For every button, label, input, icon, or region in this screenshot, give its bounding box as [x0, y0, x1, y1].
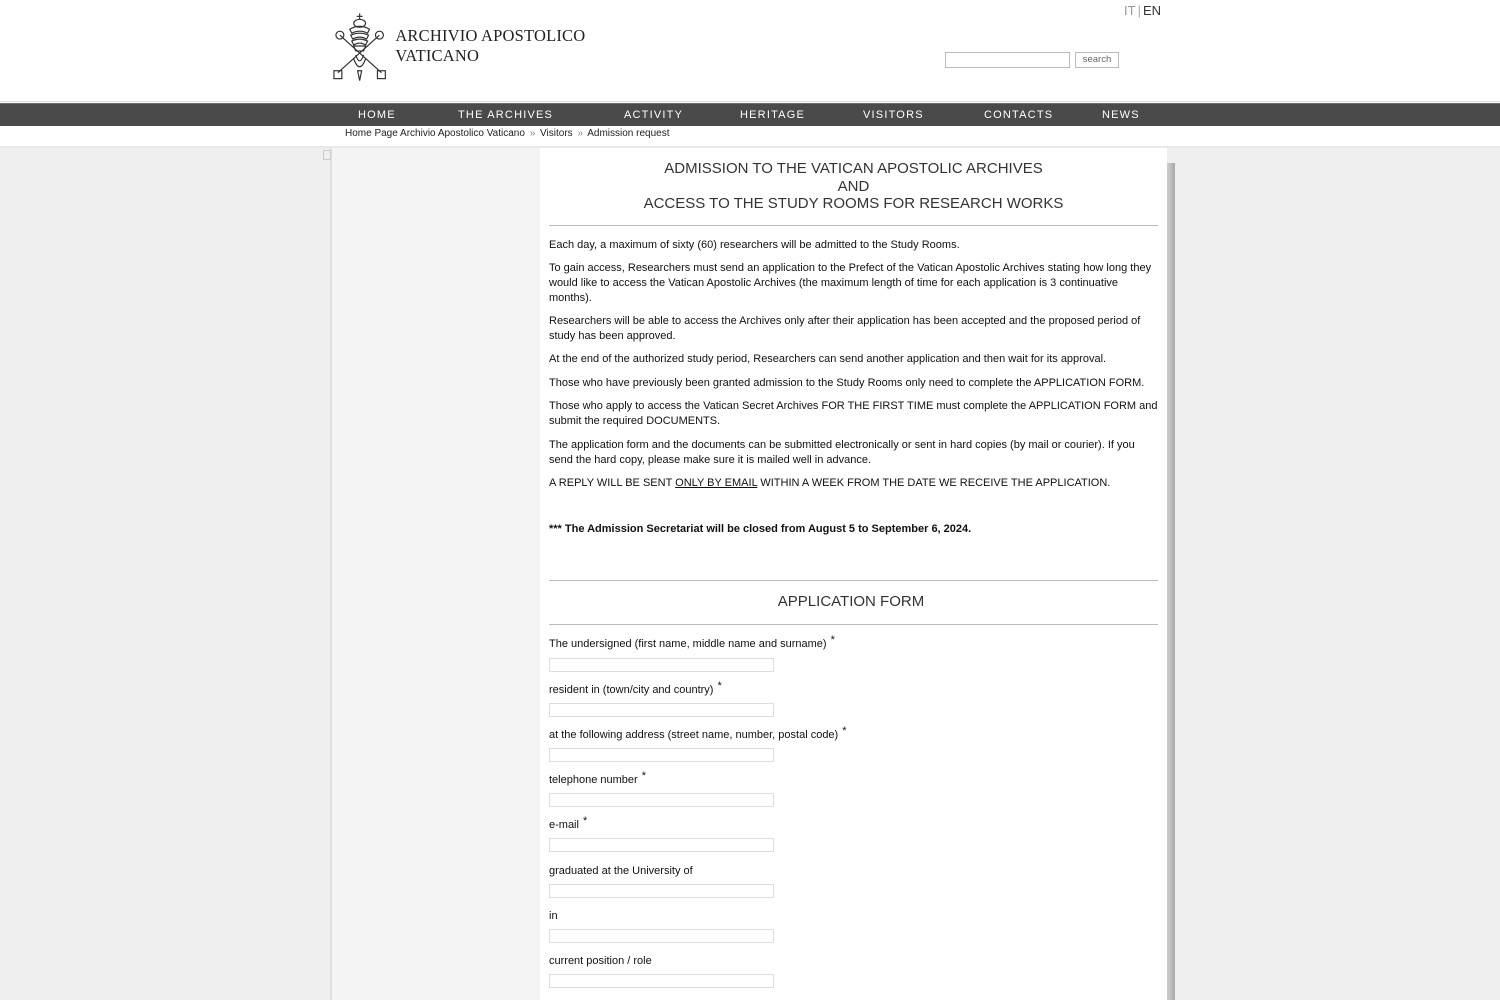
main-content: [540, 148, 1167, 1000]
language-switcher: [1124, 3, 1161, 18]
field-label-text: at the following address (street name, number, postal code): [549, 729, 839, 741]
lang-separator: |: [1137, 3, 1141, 18]
required-mark: *: [717, 680, 722, 692]
field-label-degree-subject: [549, 910, 558, 922]
nav-item-the-archives[interactable]: THE ARCHIVES: [458, 109, 554, 121]
field-label-text: telephone number: [549, 774, 638, 786]
required-mark: *: [641, 770, 646, 782]
page-title-line: ADMISSION TO THE VATICAN APOSTOLIC ARCHIVES: [664, 160, 1043, 177]
field-label-full-name: [549, 634, 835, 650]
breadcrumb-separator: »: [529, 128, 536, 139]
page-title-line: ACCESS TO THE STUDY ROOMS FOR RESEARCH WORKS: [643, 195, 1064, 212]
page-title-line: AND: [837, 177, 870, 195]
breadcrumb-current: Admission request: [587, 128, 670, 139]
intro-paragraph: Each day, a maximum of sixty (60) researchers will be admitted to the Study Rooms.: [549, 239, 960, 251]
papal-keys-emblem-icon: [330, 11, 389, 83]
closure-notice: *** The Admission Secretariat will be closed from August 5 to September 6, 2024.: [549, 523, 972, 535]
telephone-input[interactable]: [549, 793, 774, 807]
breadcrumb-separator: »: [577, 128, 583, 139]
nav-item-contacts[interactable]: CONTACTS: [984, 109, 1054, 121]
site-header: [0, 0, 1500, 102]
intro-paragraph: To gain access, Researchers must send an application to the Prefect of the Vatican Apostolic Archives stating how long they would like to access the Vatican Apostolic Archives (the maximum length of time for each application is 3 continuative months).: [549, 262, 1152, 304]
required-mark: *: [830, 634, 835, 646]
residence-input[interactable]: [549, 703, 774, 717]
field-label-address: [549, 725, 847, 741]
divider: [549, 225, 1158, 226]
nav-item-activity[interactable]: ACTIVITY: [624, 109, 684, 121]
current-position-input[interactable]: [549, 974, 774, 988]
address-input[interactable]: [549, 748, 774, 762]
sidebar-marker: [323, 150, 331, 160]
university-input[interactable]: [549, 884, 774, 898]
reply-paragraph: [549, 476, 1161, 491]
nav-item-heritage[interactable]: HERITAGE: [740, 109, 806, 121]
intro-paragraph: Those who have previously been granted admission to the Study Rooms only need to complete the APPLICATION FORM.: [549, 377, 1145, 389]
degree-subject-input[interactable]: [549, 929, 774, 943]
divider: [549, 580, 1158, 581]
content-shadow: [1167, 163, 1175, 1000]
field-label-telephone: [549, 770, 646, 786]
field-label-residence: [549, 680, 722, 696]
intro-paragraph: At the end of the authorized study period, Researchers can send another application and then wait for its approval.: [549, 353, 1107, 365]
page-title: [540, 160, 1167, 213]
reply-text: A REPLY WILL BE SENT: [549, 477, 676, 489]
field-label-email: [549, 815, 588, 831]
reply-emphasis: ONLY BY EMAIL: [675, 477, 758, 489]
intro-paragraph: Researchers will be able to access the Archives only after their application has been accepted and the proposed period of study has been approved.: [549, 315, 1141, 342]
left-sidebar: [330, 148, 540, 1000]
full-name-input[interactable]: [549, 658, 774, 672]
search-button[interactable]: search: [1075, 52, 1119, 68]
reply-text: WITHIN A WEEK FROM THE DATE WE RECEIVE THE APPLICATION.: [757, 477, 1111, 489]
lang-it-link[interactable]: IT: [1124, 3, 1136, 18]
email-input[interactable]: [549, 838, 774, 852]
lang-en-link[interactable]: EN: [1142, 3, 1162, 18]
field-label-text: The undersigned (first name, middle name and surname): [549, 638, 827, 650]
intro-paragraph: Those who apply to access the Vatican Secret Archives FOR THE FIRST TIME must complete the APPLICATION FORM and submit the required DOCUMENTS.: [549, 400, 1158, 427]
required-mark: *: [582, 815, 588, 827]
field-label-text: in: [549, 910, 558, 922]
breadcrumb-home-link[interactable]: Home Page Archivio Apostolico Vaticano: [345, 128, 525, 139]
divider: [549, 624, 1158, 625]
field-label-text: graduated at the University of: [549, 865, 693, 877]
nav-item-home[interactable]: HOME: [358, 109, 396, 121]
nav-item-visitors[interactable]: VISITORS: [863, 109, 924, 121]
main-nav: [0, 103, 1500, 126]
field-label-text: current position / role: [549, 955, 652, 967]
field-label-text: e-mail: [549, 819, 579, 831]
site-logo[interactable]: [330, 10, 670, 84]
breadcrumb: [345, 128, 670, 139]
intro-paragraph: The application form and the documents can be submitted electronically or sent in hard copies (by mail or courier). If you send the hard copy, please make sure it is mailed well in advance.: [549, 439, 1135, 466]
nav-item-news[interactable]: NEWS: [1102, 109, 1140, 121]
field-label-university: [549, 865, 693, 877]
form-title: APPLICATION FORM: [777, 593, 925, 610]
breadcrumb-visitors-link[interactable]: Visitors: [540, 128, 573, 139]
field-label-text: resident in (town/city and country): [549, 684, 714, 696]
site-title: ARCHIVIO APOSTOLICO VATICANO: [395, 26, 586, 65]
field-label-current-position: [549, 955, 652, 967]
search-input[interactable]: [945, 52, 1070, 68]
required-mark: *: [842, 725, 847, 737]
